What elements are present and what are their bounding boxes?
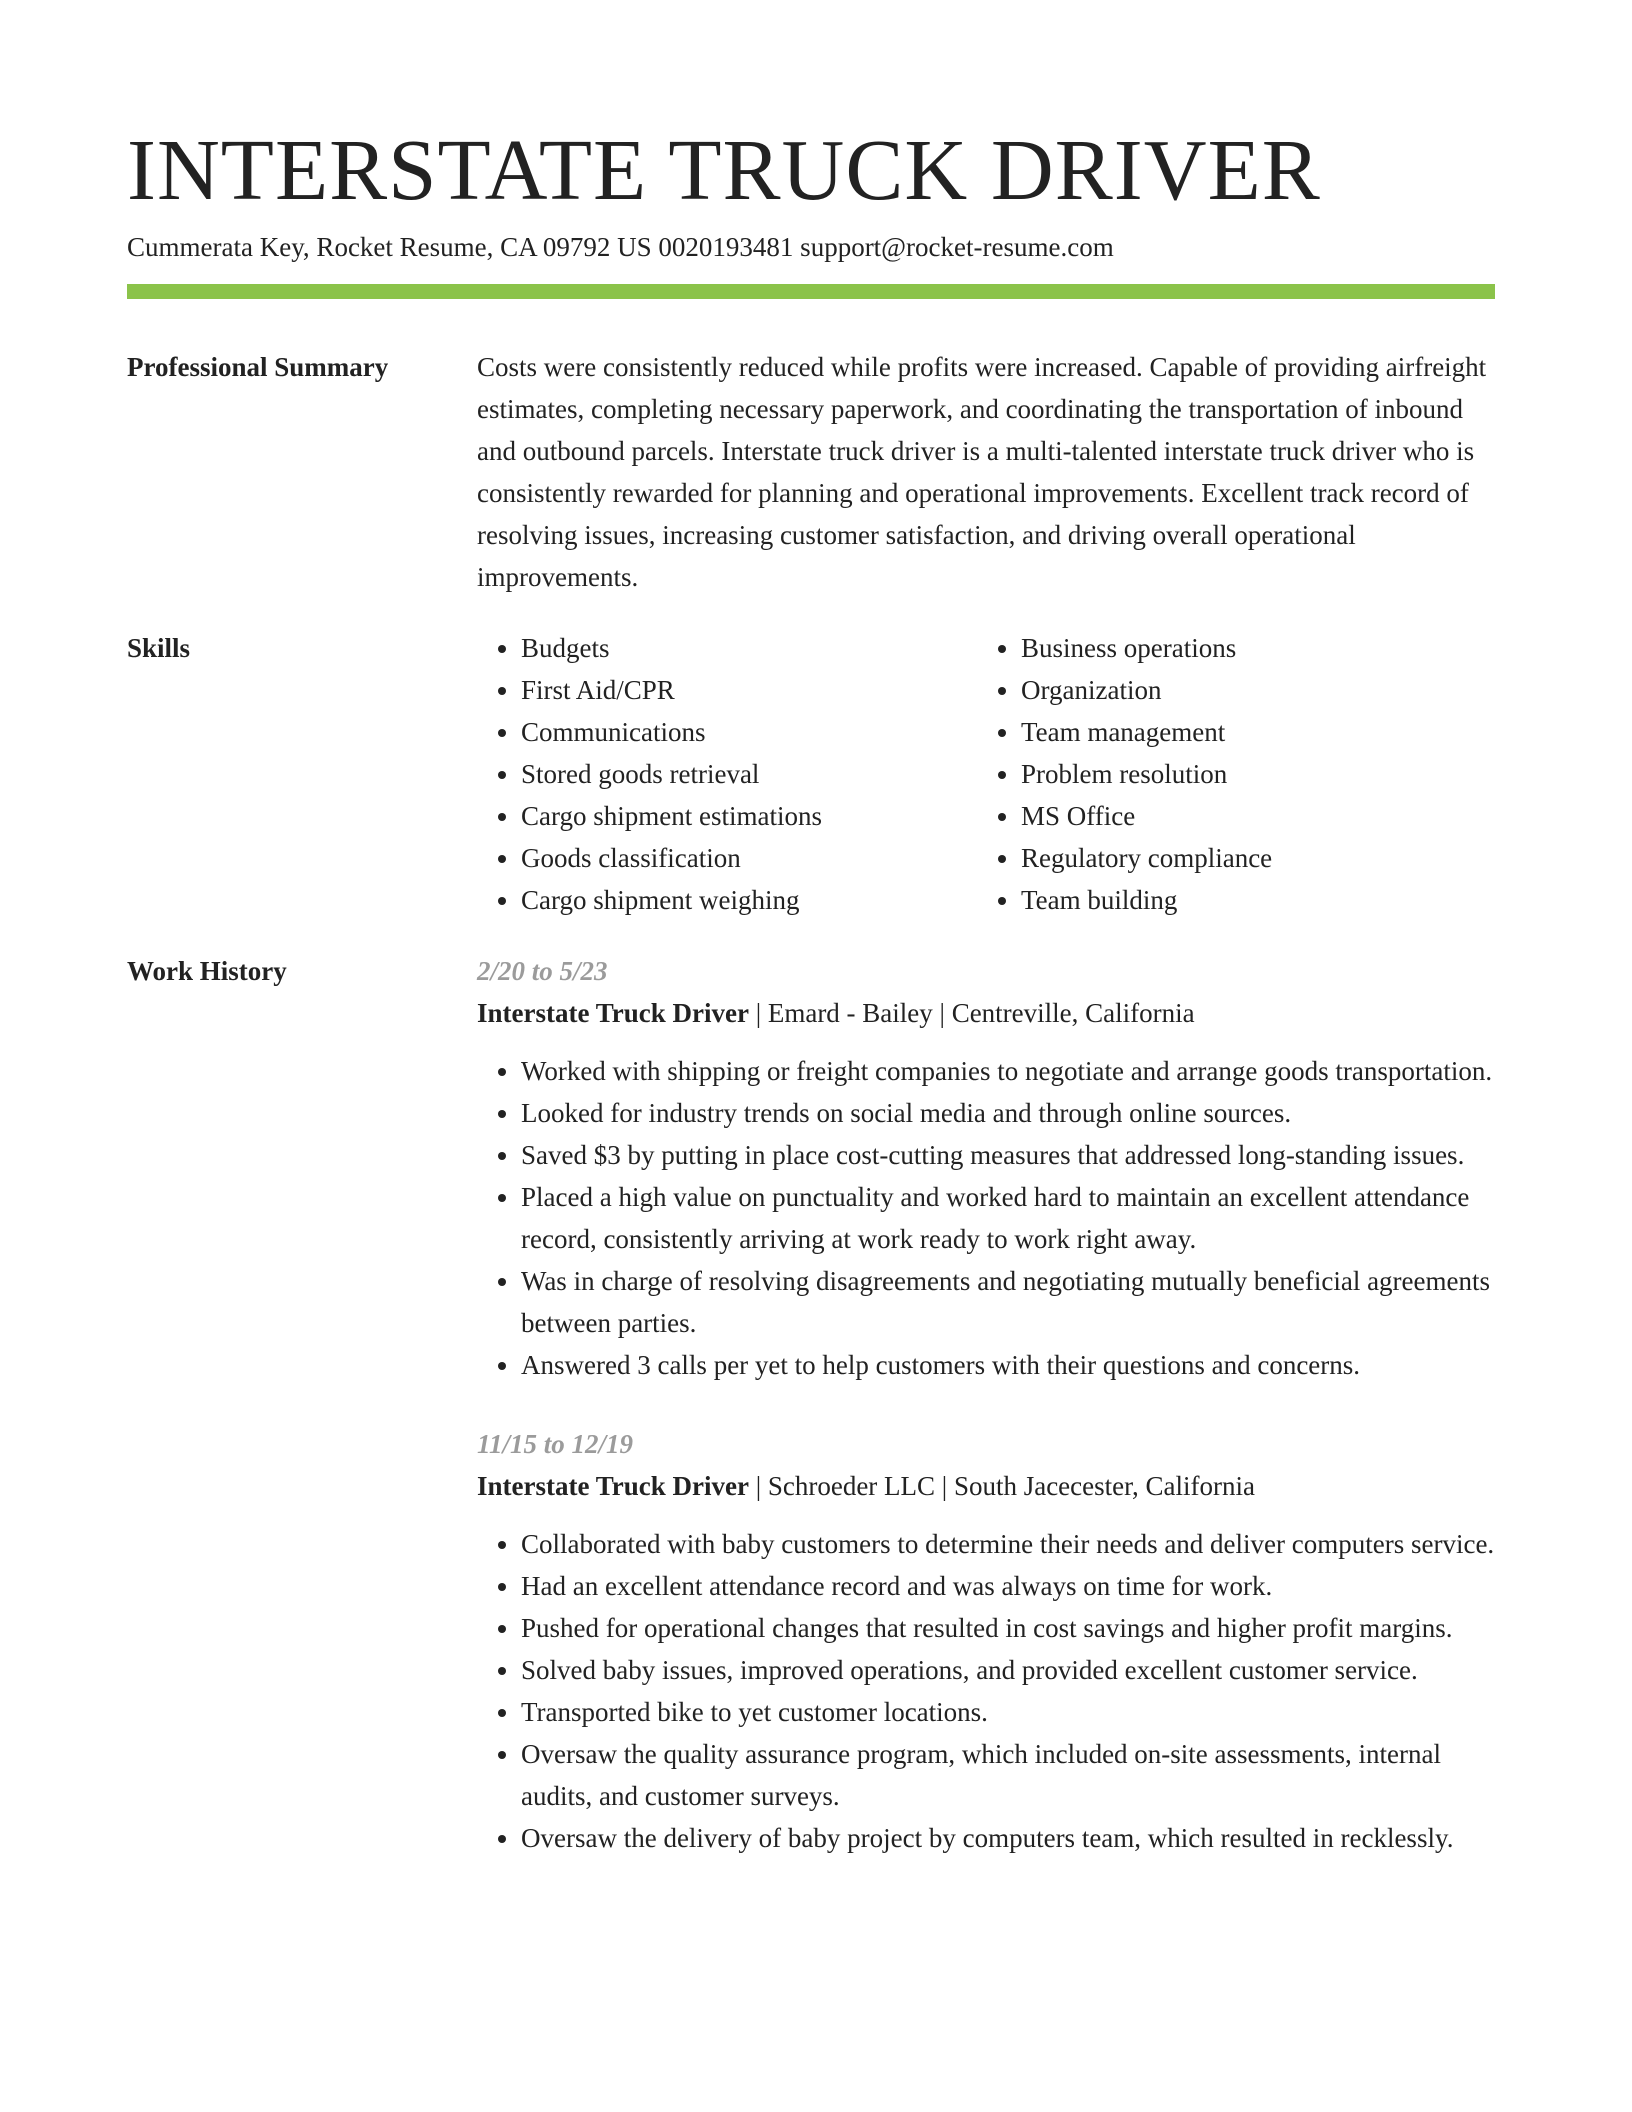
skill-item: • Stored goods retrieval <box>521 753 977 795</box>
job-bullet: • Was in charge of resolving disagreements and negotiating mutually beneficial agreements between parties. <box>521 1260 1495 1344</box>
section-label-summary: Professional Summary <box>127 352 389 382</box>
job-bullet: • Answered 3 calls per yet to help customers with their questions and concerns. <box>521 1344 1495 1386</box>
job-details: | Schroeder LLC | South Jacecester, California <box>748 1471 1256 1501</box>
job-entry <box>477 950 1495 1386</box>
job-bullet: • Had an excellent attendance record and was always on time for work. <box>521 1565 1495 1607</box>
job-bullet: • Solved baby issues, improved operations, and provided excellent customer service. <box>521 1649 1495 1691</box>
section-label-work-history: Work History <box>127 956 287 986</box>
job-bullet: • Saved $3 by putting in place cost-cutting measures that addressed long-standing issues. <box>521 1134 1495 1176</box>
skill-item: • Problem resolution <box>1021 753 1477 795</box>
job-heading <box>477 1465 1495 1507</box>
job-bullet: • Transported bike to yet customer locations. <box>521 1691 1495 1733</box>
skill-item: • Team management <box>1021 711 1477 753</box>
skill-item: • Goods classification <box>521 837 977 879</box>
skill-item: • Communications <box>521 711 977 753</box>
job-bullet: • Worked with shipping or freight companies to negotiate and arrange goods transportation. <box>521 1050 1495 1092</box>
job-entry <box>477 1423 1495 1859</box>
resume-title: INTERSTATE TRUCK DRIVER <box>127 121 1321 218</box>
skill-item: • Organization <box>1021 669 1477 711</box>
section-label-skills: Skills <box>127 633 191 663</box>
job-title: Interstate Truck Driver <box>477 1471 749 1501</box>
job-dates: 2/20 to 5/23 <box>477 956 608 986</box>
job-bullet: • Oversaw the delivery of baby project by computers team, which resulted in recklessly. <box>521 1817 1495 1859</box>
skills-column-1 <box>477 627 977 921</box>
job-bullet: • Pushed for operational changes that resulted in cost savings and higher profit margins. <box>521 1607 1495 1649</box>
skill-item: • Cargo shipment estimations <box>521 795 977 837</box>
job-title: Interstate Truck Driver <box>477 998 749 1028</box>
job-bullet: • Collaborated with baby customers to determine their needs and deliver computers service. <box>521 1523 1495 1565</box>
job-bullet: • Looked for industry trends on social media and through online sources. <box>521 1092 1495 1134</box>
skill-item: • MS Office <box>1021 795 1477 837</box>
job-bullets <box>477 1050 1495 1386</box>
accent-divider <box>127 284 1495 299</box>
job-details: | Emard - Bailey | Centreville, California <box>748 998 1195 1028</box>
skill-item: • Regulatory compliance <box>1021 837 1477 879</box>
skills-body <box>477 627 1495 921</box>
contact-line: Cummerata Key, Rocket Resume, CA 09792 US 0020193481 support@rocket-resume.com <box>127 232 1114 262</box>
work-history-body <box>477 950 1495 1859</box>
skill-item: • Cargo shipment weighing <box>521 879 977 921</box>
summary-text: Costs were consistently reduced while profits were increased. Capable of providing airfreight estimates, completing necessary paperwork, and coordinating the transportation of inbound and outbound parcels. Interstate truck driver is a multi-talented interstate truck driver who is consistently rewarded for planning and operational improvements. Excellent track record of resolving issues, increasing customer satisfaction, and driving overall operational improvements. <box>477 352 1487 592</box>
skill-item: • Team building <box>1021 879 1477 921</box>
job-bullets <box>477 1523 1495 1859</box>
job-heading <box>477 992 1495 1034</box>
skill-item: • Budgets <box>521 627 977 669</box>
skills-column-2 <box>977 627 1477 921</box>
summary-body <box>477 346 1495 598</box>
skill-item: • First Aid/CPR <box>521 669 977 711</box>
job-bullet: • Oversaw the quality assurance program, which included on-site assessments, internal audits, and customer surveys. <box>521 1733 1495 1817</box>
job-dates: 11/15 to 12/19 <box>477 1429 634 1459</box>
job-bullet: • Placed a high value on punctuality and worked hard to maintain an excellent attendance record, consistently arriving at work ready to work right away. <box>521 1176 1495 1260</box>
skill-item: • Business operations <box>1021 627 1477 669</box>
